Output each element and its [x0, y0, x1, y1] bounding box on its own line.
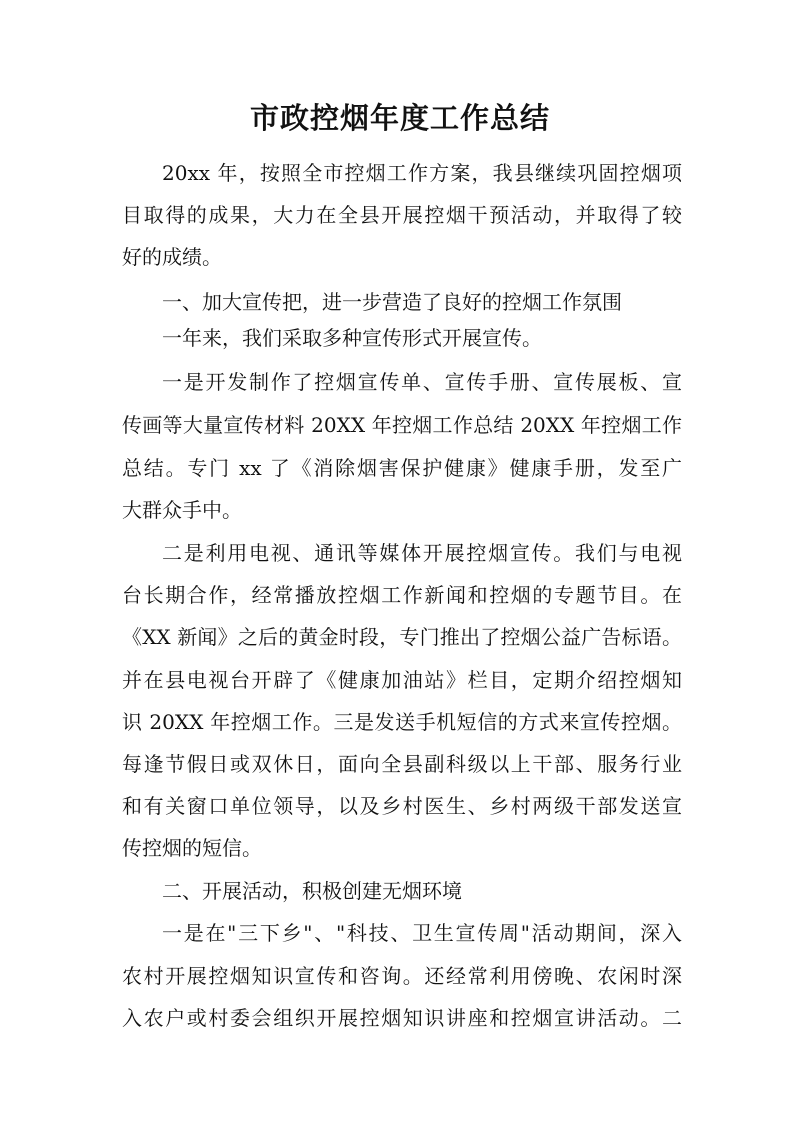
- paragraph-4-line-7: 和有关窗口单位领导，以及乡村医生、乡村两级干部发送宣: [122, 794, 682, 818]
- paragraph-3-line-3: 总结。专门 xx 了《消除烟害保护健康》健康手册，发至广: [122, 456, 682, 480]
- section-heading-2: 二、开展活动，积极创建无烟环境: [162, 879, 462, 903]
- paragraph-4-line-3: 《XX 新闻》之后的黄金时段，专门推出了控烟公益广告标语。: [122, 625, 682, 649]
- paragraph-1-line-3: 好的成绩。: [122, 245, 222, 269]
- paragraph-5-line-3: 入农户或村委会组织开展控烟知识讲座和控烟宣讲活动。二: [122, 1006, 682, 1030]
- paragraph-4-line-6: 每逢节假日或双休日，面向全县副科级以上干部、服务行业: [122, 752, 682, 776]
- paragraph-4-line-8: 传控烟的短信。: [122, 836, 262, 860]
- paragraph-3-line-2: 传画等大量宣传材料 20XX 年控烟工作总结 20XX 年控烟工作: [122, 413, 682, 437]
- paragraph-3-line-1: 一是开发制作了控烟宣传单、宣传手册、宣传展板、宣: [162, 370, 682, 394]
- paragraph-5-line-1: 一是在"三下乡"、"科技、卫生宣传周"活动期间，深入: [162, 921, 682, 945]
- section-heading-1: 一、加大宣传把，进一步营造了良好的控烟工作氛围: [162, 290, 622, 314]
- paragraph-1-line-2: 目取得的成果，大力在全县开展控烟干预活动，并取得了较: [122, 203, 682, 227]
- paragraph-4-line-5: 识 20XX 年控烟工作。三是发送手机短信的方式来宣传控烟。: [122, 710, 682, 734]
- paragraph-4-line-4: 并在县电视台开辟了《健康加油站》栏目，定期介绍控烟知: [122, 668, 682, 692]
- document-title: 市政控烟年度工作总结: [249, 101, 550, 135]
- paragraph-1-line-1: 20xx 年，按照全市控烟工作方案，我县继续巩固控烟项: [162, 161, 682, 185]
- paragraph-4-line-1: 二是利用电视、通讯等媒体开展控烟宣传。我们与电视: [162, 541, 682, 565]
- paragraph-4-line-2: 台长期合作，经常播放控烟工作新闻和控烟的专题节目。在: [122, 583, 682, 607]
- paragraph-3-line-4: 大群众手中。: [122, 498, 242, 522]
- paragraph-2-line-1: 一年来，我们采取多种宣传形式开展宣传。: [162, 326, 542, 350]
- paragraph-5-line-2: 农村开展控烟知识宣传和咨询。还经常利用傍晚、农闲时深: [122, 964, 682, 988]
